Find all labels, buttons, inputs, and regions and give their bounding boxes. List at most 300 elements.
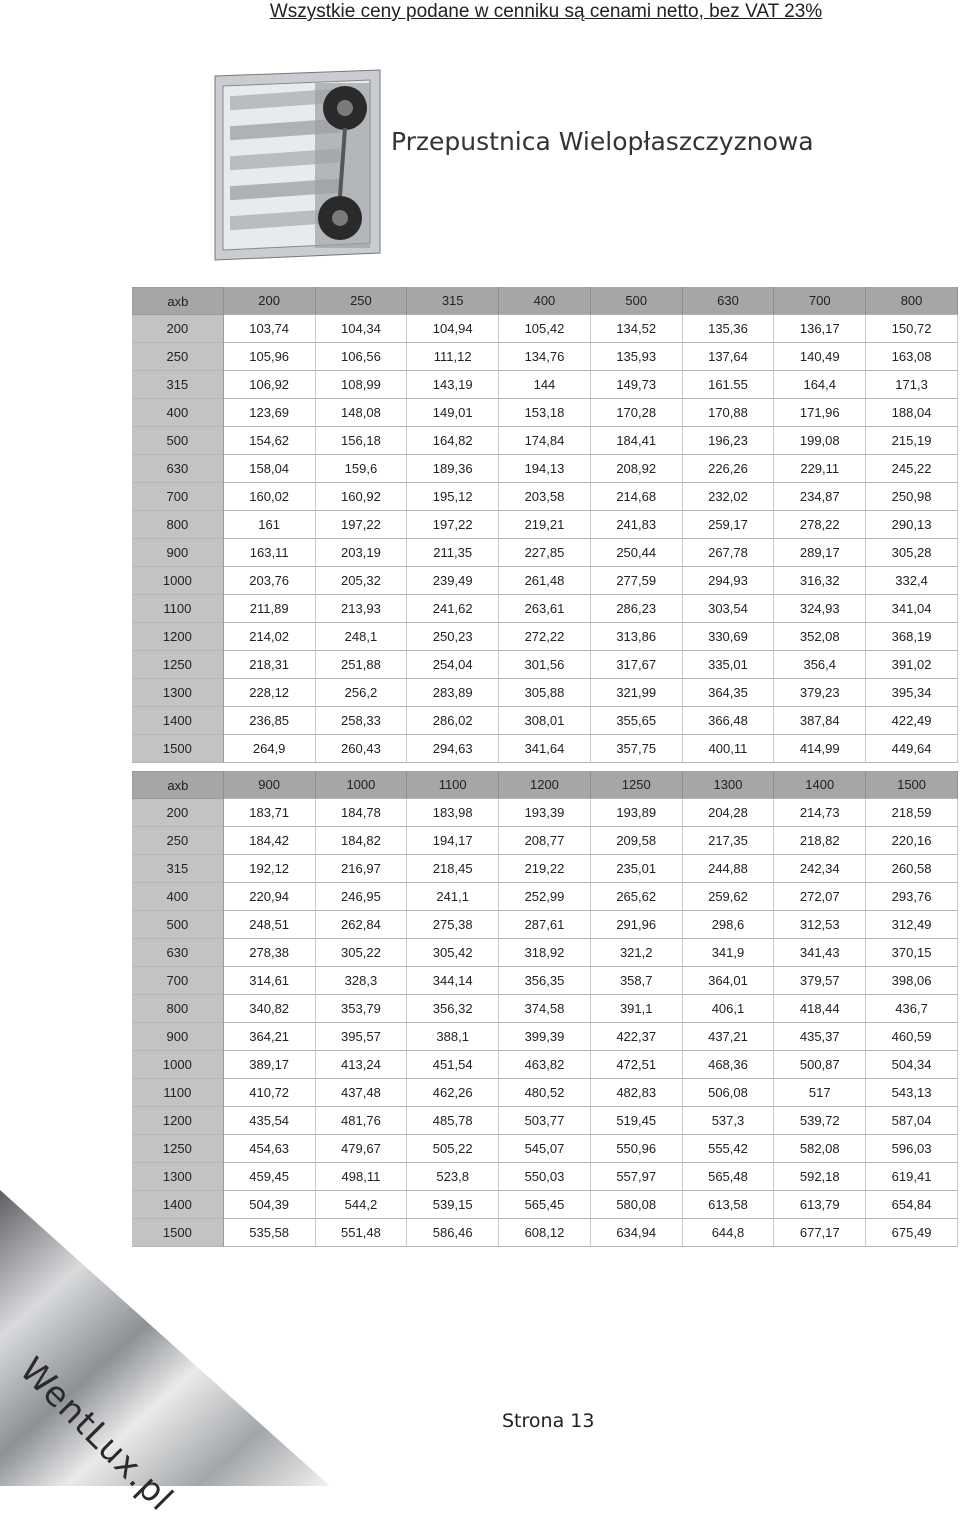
price-cell: 449,64 [866, 735, 958, 763]
column-header: 1300 [683, 771, 775, 799]
price-cell: 294,93 [683, 567, 775, 595]
table-header-row [132, 287, 958, 315]
price-cell: 298,6 [683, 911, 775, 939]
row-header: 500 [132, 911, 224, 939]
row-header: 400 [132, 883, 224, 911]
price-cell: 677,17 [774, 1219, 866, 1247]
price-note: Wszystkie ceny podane w cenniku są cenami netto, bez VAT 23% [269, 1, 823, 22]
price-cell: 104,94 [407, 315, 499, 343]
price-cell: 321,2 [591, 939, 683, 967]
price-cell: 283,89 [407, 679, 499, 707]
table-row [132, 623, 958, 651]
price-cell: 184,42 [224, 827, 316, 855]
price-cell: 203,76 [224, 567, 316, 595]
price-cell: 158,04 [224, 455, 316, 483]
price-cell: 219,21 [499, 511, 591, 539]
price-cell: 219,22 [499, 855, 591, 883]
price-cell: 634,94 [591, 1219, 683, 1247]
table-row [132, 567, 958, 595]
price-cell: 555,42 [683, 1135, 775, 1163]
price-cell: 171,96 [774, 399, 866, 427]
price-cell: 193,89 [591, 799, 683, 827]
price-cell: 535,58 [224, 1219, 316, 1247]
price-cell: 163,11 [224, 539, 316, 567]
table-row [132, 427, 958, 455]
price-cell: 400,11 [683, 735, 775, 763]
row-header: 1300 [132, 679, 224, 707]
price-cell: 550,03 [499, 1163, 591, 1191]
price-cell: 160,92 [316, 483, 408, 511]
price-cell: 358,7 [591, 967, 683, 995]
price-cell: 388,1 [407, 1023, 499, 1051]
price-cell: 305,22 [316, 939, 408, 967]
price-cell: 251,88 [316, 651, 408, 679]
row-header: 500 [132, 427, 224, 455]
price-cell: 550,96 [591, 1135, 683, 1163]
row-header: 630 [132, 939, 224, 967]
price-cell: 459,45 [224, 1163, 316, 1191]
column-header: 1000 [316, 771, 408, 799]
price-cell: 204,28 [683, 799, 775, 827]
price-cell: 148,08 [316, 399, 408, 427]
price-cell: 195,12 [407, 483, 499, 511]
price-cell: 227,85 [499, 539, 591, 567]
table-row [132, 1023, 958, 1051]
price-cell: 123,69 [224, 399, 316, 427]
row-header: 1200 [132, 623, 224, 651]
price-cell: 395,57 [316, 1023, 408, 1051]
table-row [132, 651, 958, 679]
price-cell: 136,17 [774, 315, 866, 343]
price-cell: 565,48 [683, 1163, 775, 1191]
price-cell: 208,92 [591, 455, 683, 483]
row-header: 1200 [132, 1107, 224, 1135]
price-cell: 608,12 [499, 1219, 591, 1247]
price-cell: 504,39 [224, 1191, 316, 1219]
table-body [132, 771, 958, 1247]
price-cell: 422,37 [591, 1023, 683, 1051]
price-cell: 272,07 [774, 883, 866, 911]
price-cell: 462,26 [407, 1079, 499, 1107]
price-cell: 248,51 [224, 911, 316, 939]
price-cell: 321,99 [591, 679, 683, 707]
price-cell: 199,08 [774, 427, 866, 455]
price-cell: 134,76 [499, 343, 591, 371]
table-row [132, 343, 958, 371]
price-cell: 260,58 [866, 855, 958, 883]
price-cell: 613,79 [774, 1191, 866, 1219]
row-header: 630 [132, 455, 224, 483]
row-header: 315 [132, 855, 224, 883]
row-header: 200 [132, 799, 224, 827]
price-cell: 482,83 [591, 1079, 683, 1107]
price-cell: 357,75 [591, 735, 683, 763]
price-cell: 293,76 [866, 883, 958, 911]
price-cell: 135,36 [683, 315, 775, 343]
table-row [132, 735, 958, 763]
price-cell: 215,19 [866, 427, 958, 455]
price-cell: 259,62 [683, 883, 775, 911]
price-cell: 398,06 [866, 967, 958, 995]
price-cell: 218,45 [407, 855, 499, 883]
price-cell: 368,19 [866, 623, 958, 651]
price-cell: 406,1 [683, 995, 775, 1023]
table-row [132, 1051, 958, 1079]
table-row [132, 511, 958, 539]
price-cell: 675,49 [866, 1219, 958, 1247]
price-cell: 105,96 [224, 343, 316, 371]
price-cell: 108,99 [316, 371, 408, 399]
price-cell: 193,39 [499, 799, 591, 827]
price-cell: 374,58 [499, 995, 591, 1023]
price-cell: 539,72 [774, 1107, 866, 1135]
table-row [132, 595, 958, 623]
price-cell: 144 [499, 371, 591, 399]
price-cell: 506,08 [683, 1079, 775, 1107]
price-cell: 413,24 [316, 1051, 408, 1079]
table-row [132, 1135, 958, 1163]
price-cell: 370,15 [866, 939, 958, 967]
price-cell: 211,89 [224, 595, 316, 623]
row-header: 1400 [132, 707, 224, 735]
table-row [132, 855, 958, 883]
price-cell: 105,42 [499, 315, 591, 343]
price-cell: 435,37 [774, 1023, 866, 1051]
price-cell: 234,87 [774, 483, 866, 511]
price-cell: 644,8 [683, 1219, 775, 1247]
row-header: 250 [132, 343, 224, 371]
column-header: 900 [224, 771, 316, 799]
price-cell: 184,78 [316, 799, 408, 827]
price-cell: 256,2 [316, 679, 408, 707]
price-cell: 134,52 [591, 315, 683, 343]
price-cell: 356,32 [407, 995, 499, 1023]
price-cell: 544,2 [316, 1191, 408, 1219]
price-cell: 316,32 [774, 567, 866, 595]
price-cell: 366,48 [683, 707, 775, 735]
price-cell: 437,48 [316, 1079, 408, 1107]
corner-label: axb [132, 287, 224, 315]
row-header: 1500 [132, 735, 224, 763]
price-cell: 194,13 [499, 455, 591, 483]
price-cell: 379,23 [774, 679, 866, 707]
damper-product-image [205, 68, 385, 278]
table-header-row [132, 771, 958, 799]
price-cell: 241,62 [407, 595, 499, 623]
price-cell: 537,3 [683, 1107, 775, 1135]
price-cell: 341,04 [866, 595, 958, 623]
price-cell: 218,82 [774, 827, 866, 855]
column-header: 800 [866, 287, 958, 315]
row-header: 1300 [132, 1163, 224, 1191]
product-title: Przepustnica Wielopłaszczyznowa [391, 127, 814, 156]
price-cell: 364,35 [683, 679, 775, 707]
row-header: 400 [132, 399, 224, 427]
price-cell: 352,08 [774, 623, 866, 651]
column-header: 200 [224, 287, 316, 315]
price-cell: 267,78 [683, 539, 775, 567]
price-cell: 156,18 [316, 427, 408, 455]
price-cell: 174,84 [499, 427, 591, 455]
price-cell: 214,68 [591, 483, 683, 511]
row-header: 315 [132, 371, 224, 399]
price-cell: 209,58 [591, 827, 683, 855]
price-cell: 259,17 [683, 511, 775, 539]
price-cell: 160,02 [224, 483, 316, 511]
row-header: 200 [132, 315, 224, 343]
price-cell: 106,92 [224, 371, 316, 399]
table-row [132, 539, 958, 567]
price-cell: 364,01 [683, 967, 775, 995]
price-cell: 262,84 [316, 911, 408, 939]
price-cell: 290,13 [866, 511, 958, 539]
price-cell: 356,35 [499, 967, 591, 995]
price-cell: 170,28 [591, 399, 683, 427]
price-table-large [132, 771, 958, 1247]
price-cell: 217,35 [683, 827, 775, 855]
price-cell: 436,7 [866, 995, 958, 1023]
table-row [132, 483, 958, 511]
price-cell: 263,61 [499, 595, 591, 623]
table-row [132, 799, 958, 827]
price-cell: 341,43 [774, 939, 866, 967]
price-cell: 164,4 [774, 371, 866, 399]
table-row [132, 1163, 958, 1191]
price-cell: 149,73 [591, 371, 683, 399]
price-cell: 353,79 [316, 995, 408, 1023]
price-cell: 197,22 [316, 511, 408, 539]
table-body [132, 287, 958, 763]
column-header: 1500 [866, 771, 958, 799]
price-cell: 451,54 [407, 1051, 499, 1079]
price-cell: 308,01 [499, 707, 591, 735]
price-cell: 254,04 [407, 651, 499, 679]
price-cell: 565,45 [499, 1191, 591, 1219]
price-cell: 289,17 [774, 539, 866, 567]
price-cell: 498,11 [316, 1163, 408, 1191]
price-cell: 517 [774, 1079, 866, 1107]
price-cell: 613,58 [683, 1191, 775, 1219]
price-cell: 154,62 [224, 427, 316, 455]
price-cell: 143,19 [407, 371, 499, 399]
brushed-metal-decoration [0, 1190, 330, 1486]
price-cell: 272,22 [499, 623, 591, 651]
row-header: 1250 [132, 651, 224, 679]
price-cell: 592,18 [774, 1163, 866, 1191]
price-cell: 278,38 [224, 939, 316, 967]
table-row [132, 967, 958, 995]
price-cell: 159,6 [316, 455, 408, 483]
price-cell: 301,56 [499, 651, 591, 679]
price-cell: 106,56 [316, 343, 408, 371]
column-header: 500 [591, 287, 683, 315]
table-row [132, 883, 958, 911]
price-cell: 364,21 [224, 1023, 316, 1051]
price-cell: 551,48 [316, 1219, 408, 1247]
price-cell: 203,58 [499, 483, 591, 511]
price-cell: 391,1 [591, 995, 683, 1023]
price-cell: 184,41 [591, 427, 683, 455]
price-cell: 235,01 [591, 855, 683, 883]
price-cell: 545,07 [499, 1135, 591, 1163]
column-header: 630 [683, 287, 775, 315]
table-row [132, 911, 958, 939]
table-row [132, 399, 958, 427]
price-cell: 481,76 [316, 1107, 408, 1135]
price-cell: 218,31 [224, 651, 316, 679]
price-cell: 286,02 [407, 707, 499, 735]
price-cell: 260,43 [316, 735, 408, 763]
price-cell: 241,1 [407, 883, 499, 911]
price-cell: 242,34 [774, 855, 866, 883]
price-cell: 149,01 [407, 399, 499, 427]
row-header: 1500 [132, 1219, 224, 1247]
price-cell: 246,95 [316, 883, 408, 911]
price-cell: 216,97 [316, 855, 408, 883]
price-cell: 184,82 [316, 827, 408, 855]
table-row [132, 315, 958, 343]
price-cell: 192,12 [224, 855, 316, 883]
price-cell: 314,61 [224, 967, 316, 995]
price-cell: 250,98 [866, 483, 958, 511]
price-cell: 305,88 [499, 679, 591, 707]
price-cell: 275,38 [407, 911, 499, 939]
column-header: 1200 [499, 771, 591, 799]
price-cell: 460,59 [866, 1023, 958, 1051]
price-cell: 213,93 [316, 595, 408, 623]
price-cell: 418,44 [774, 995, 866, 1023]
row-header: 800 [132, 995, 224, 1023]
price-cell: 519,45 [591, 1107, 683, 1135]
price-cell: 332,4 [866, 567, 958, 595]
price-cell: 410,72 [224, 1079, 316, 1107]
price-cell: 335,01 [683, 651, 775, 679]
price-cell: 245,22 [866, 455, 958, 483]
price-cell: 250,44 [591, 539, 683, 567]
price-cell: 480,52 [499, 1079, 591, 1107]
page-number: Strona 13 [502, 1410, 595, 1432]
row-header: 1100 [132, 1079, 224, 1107]
table-row [132, 995, 958, 1023]
price-cell: 188,04 [866, 399, 958, 427]
column-header: 700 [774, 287, 866, 315]
price-cell: 504,34 [866, 1051, 958, 1079]
row-header: 900 [132, 539, 224, 567]
row-header: 1400 [132, 1191, 224, 1219]
price-cell: 543,13 [866, 1079, 958, 1107]
price-cell: 140,49 [774, 343, 866, 371]
price-cell: 305,42 [407, 939, 499, 967]
price-cell: 278,22 [774, 511, 866, 539]
price-cell: 229,11 [774, 455, 866, 483]
price-cell: 236,85 [224, 707, 316, 735]
price-cell: 137,64 [683, 343, 775, 371]
price-cell: 264,9 [224, 735, 316, 763]
price-cell: 387,84 [774, 707, 866, 735]
price-cell: 287,61 [499, 911, 591, 939]
price-cell: 399,39 [499, 1023, 591, 1051]
price-cell: 189,36 [407, 455, 499, 483]
price-cell: 479,67 [316, 1135, 408, 1163]
price-cell: 183,98 [407, 799, 499, 827]
wentlux-logo: WentLux.pl [11, 1350, 181, 1519]
price-cell: 619,41 [866, 1163, 958, 1191]
price-cell: 472,51 [591, 1051, 683, 1079]
table-row [132, 707, 958, 735]
table-row [132, 679, 958, 707]
price-cell: 250,23 [407, 623, 499, 651]
price-cell: 164,82 [407, 427, 499, 455]
price-cell: 344,14 [407, 967, 499, 995]
price-cell: 163,08 [866, 343, 958, 371]
price-cell: 435,54 [224, 1107, 316, 1135]
price-cell: 330,69 [683, 623, 775, 651]
price-cell: 318,92 [499, 939, 591, 967]
column-header: 1250 [591, 771, 683, 799]
price-cell: 205,32 [316, 567, 408, 595]
price-cell: 161.55 [683, 371, 775, 399]
price-cell: 183,71 [224, 799, 316, 827]
price-cell: 580,08 [591, 1191, 683, 1219]
column-header: 1400 [774, 771, 866, 799]
price-cell: 208,77 [499, 827, 591, 855]
price-cell: 422,49 [866, 707, 958, 735]
price-cell: 391,02 [866, 651, 958, 679]
price-cell: 312,49 [866, 911, 958, 939]
price-cell: 586,46 [407, 1219, 499, 1247]
price-cell: 171,3 [866, 371, 958, 399]
price-cell: 468,36 [683, 1051, 775, 1079]
price-cell: 523,8 [407, 1163, 499, 1191]
price-cell: 194,17 [407, 827, 499, 855]
price-cell: 220,16 [866, 827, 958, 855]
price-cell: 161 [224, 511, 316, 539]
table-row [132, 939, 958, 967]
price-cell: 539,15 [407, 1191, 499, 1219]
price-cell: 340,82 [224, 995, 316, 1023]
price-cell: 379,57 [774, 967, 866, 995]
price-cell: 317,67 [591, 651, 683, 679]
price-cell: 261,48 [499, 567, 591, 595]
column-header: 400 [499, 287, 591, 315]
price-cell: 291,96 [591, 911, 683, 939]
row-header: 1000 [132, 1051, 224, 1079]
price-cell: 103,74 [224, 315, 316, 343]
price-cell: 324,93 [774, 595, 866, 623]
price-cell: 303,54 [683, 595, 775, 623]
price-cell: 389,17 [224, 1051, 316, 1079]
price-cell: 557,97 [591, 1163, 683, 1191]
price-cell: 226,26 [683, 455, 775, 483]
row-header: 250 [132, 827, 224, 855]
price-cell: 170,88 [683, 399, 775, 427]
price-cell: 294,63 [407, 735, 499, 763]
price-cell: 244,88 [683, 855, 775, 883]
price-cell: 220,94 [224, 883, 316, 911]
price-cell: 305,28 [866, 539, 958, 567]
price-cell: 312,53 [774, 911, 866, 939]
price-table-small [132, 287, 958, 763]
price-cell: 437,21 [683, 1023, 775, 1051]
price-cell: 596,03 [866, 1135, 958, 1163]
price-cell: 232,02 [683, 483, 775, 511]
price-cell: 587,04 [866, 1107, 958, 1135]
corner-label: axb [132, 771, 224, 799]
table-row [132, 1079, 958, 1107]
price-cell: 463,82 [499, 1051, 591, 1079]
column-header: 315 [407, 287, 499, 315]
price-cell: 286,23 [591, 595, 683, 623]
